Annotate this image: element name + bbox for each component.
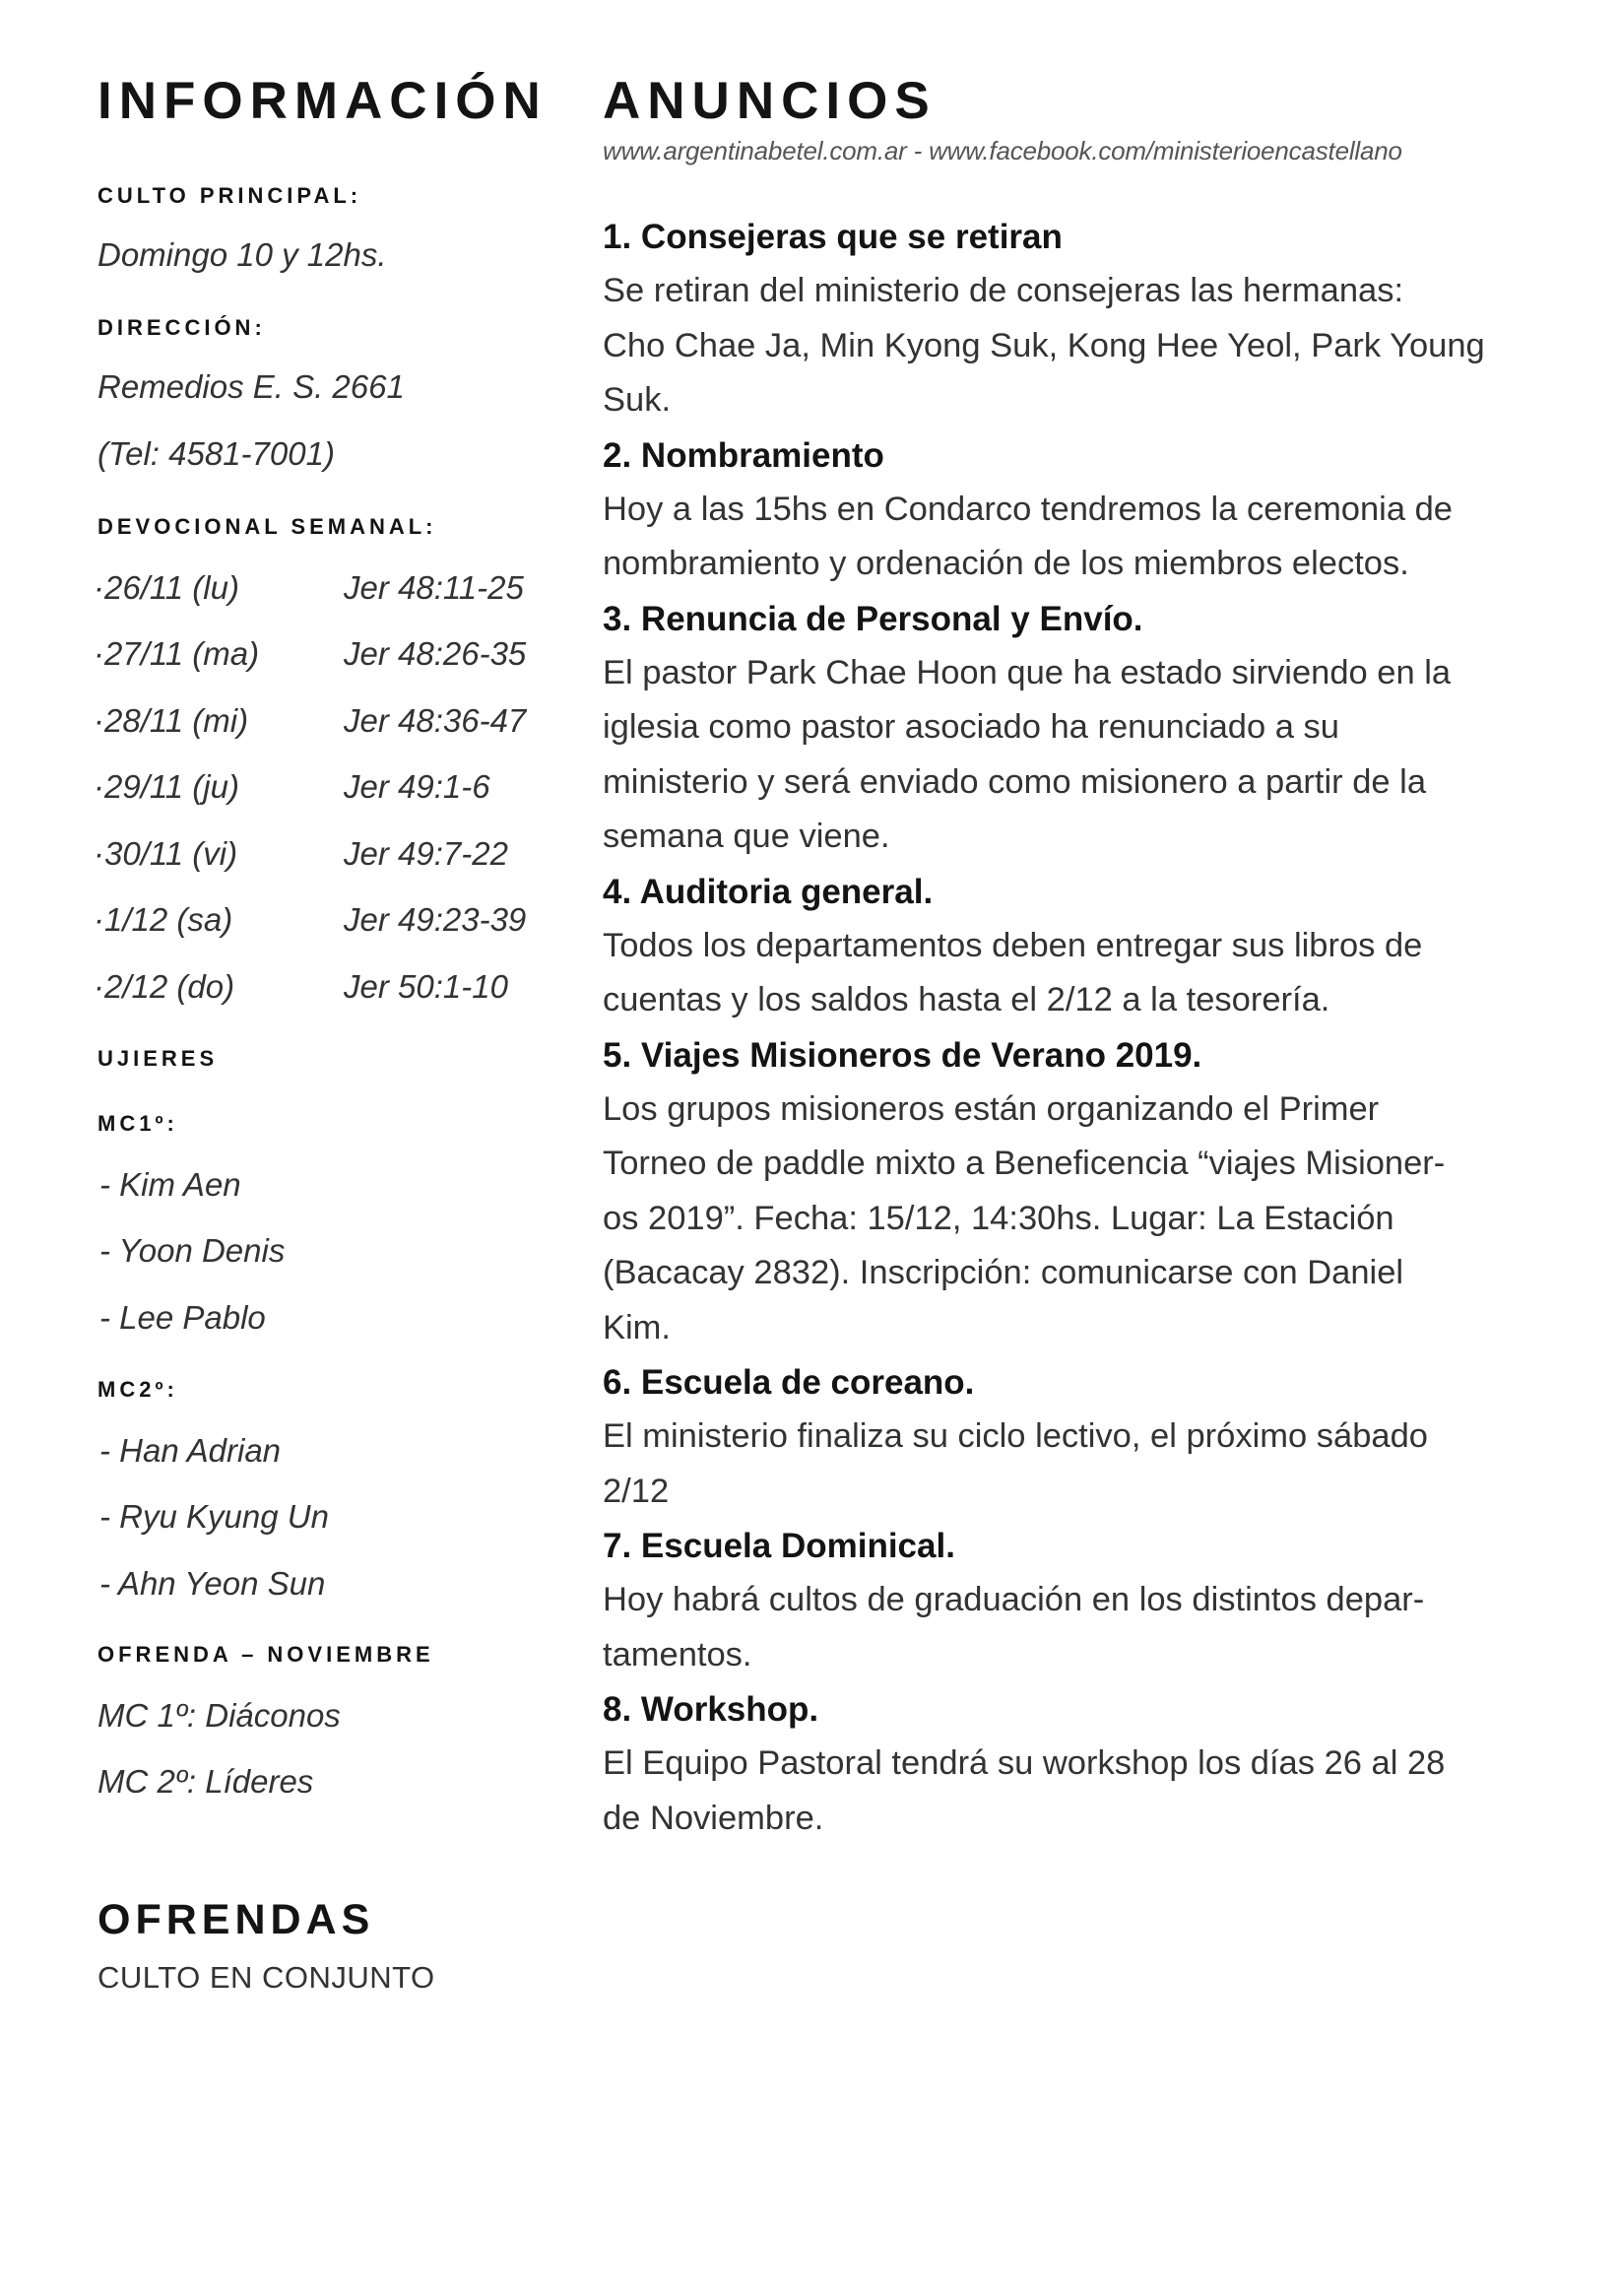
devocional-date: ·29/11 (ju) — [94, 768, 239, 805]
announcement-item — [603, 428, 1548, 592]
announcement-line: iglesia como pastor asociado ha renunciado a su — [603, 708, 1339, 746]
devocional-ref: Jer 49:23-39 — [344, 901, 527, 938]
announcement-item — [603, 210, 1548, 428]
ofrendas-subtitle: CULTO EN CONJUNTO — [97, 1960, 435, 1995]
announcement-title: 8. Workshop. — [603, 1690, 819, 1729]
announcement-line: Hoy habrá cultos de graduación en los distintos depar- — [603, 1581, 1425, 1618]
culto-label: CULTO PRINCIPAL: — [97, 183, 362, 208]
mc2-label: MC2º: — [97, 1377, 178, 1402]
devocional-row — [94, 901, 570, 947]
announcement-line: os 2019”. Fecha: 15/12, 14:30hs. Lugar: La Estación — [603, 1199, 1394, 1237]
announcement-title: 5. Viajes Misioneros de Verano 2019. — [603, 1035, 1202, 1075]
direccion-label: DIRECCIÓN: — [97, 315, 266, 340]
announcement-title: 6. Escuela de coreano. — [603, 1363, 975, 1402]
mc1-member: - Lee Pablo — [99, 1299, 266, 1336]
telefono: (Tel: 4581-7001) — [97, 435, 335, 472]
announcement-item — [603, 1682, 1548, 1846]
announcement-list — [603, 210, 1548, 1846]
ofrenda-item: MC 1º: Diáconos — [97, 1697, 341, 1734]
devocional-row — [94, 968, 570, 1014]
announcement-line: Hoy a las 15hs en Condarco tendremos la ceremonia de — [603, 490, 1453, 528]
devocional-ref: Jer 49:7-22 — [344, 835, 508, 872]
announcement-line: El pastor Park Chae Hoon que ha estado sirviendo en la — [603, 653, 1452, 691]
announcement-line: 2/12 — [603, 1472, 670, 1510]
announcement-title: 1. Consejeras que se retiran — [603, 218, 1063, 256]
mc1-label: MC1º: — [97, 1111, 178, 1136]
announcement-line: semana que viene. — [603, 818, 890, 855]
announcement-line: cuentas y los saldos hasta el 2/12 a la tesorería. — [603, 981, 1330, 1018]
announcement-line: Torneo de paddle mixto a Beneficencia “viajes Misioner- — [603, 1145, 1446, 1182]
ofrenda-label: OFRENDA – NOVIEMBRE — [97, 1642, 434, 1667]
announcement-item — [603, 1355, 1548, 1519]
website-links: www.argentinabetel.com.ar - www.facebook.com/ministerioencastellano — [603, 136, 1402, 165]
devocional-row — [94, 635, 570, 681]
announcement-item — [603, 592, 1548, 865]
announcement-line: ministerio y será enviado como misionero a partir de la — [603, 762, 1427, 801]
announcement-item — [603, 1519, 1548, 1682]
announcement-line: Suk. — [603, 381, 672, 419]
devocional-date: ·26/11 (lu) — [94, 569, 239, 606]
announcement-line: El Equipo Pastoral tendrá su workshop los días 26 al 28 — [603, 1744, 1446, 1782]
ujieres-label: UJIERES — [97, 1046, 219, 1071]
announcement-title: 2. Nombramiento — [603, 435, 884, 475]
devocional-date: ·1/12 (sa) — [94, 901, 233, 938]
devocional-label: DEVOCIONAL SEMANAL: — [97, 514, 437, 539]
devocional-ref: Jer 48:11-25 — [344, 569, 524, 606]
devocional-row — [94, 569, 570, 615]
devocional-ref: Jer 50:1-10 — [344, 968, 508, 1005]
announcement-line: Se retiran del ministerio de consejeras las hermanas: — [603, 272, 1404, 309]
devocional-ref: Jer 48:36-47 — [344, 702, 527, 739]
devocional-ref: Jer 48:26-35 — [344, 635, 527, 672]
ofrendas-heading: OFRENDAS — [97, 1896, 375, 1943]
announcement-line: Kim. — [603, 1308, 671, 1346]
devocional-date: ·28/11 (mi) — [94, 702, 249, 739]
mc1-member: - Kim Aen — [99, 1166, 241, 1203]
announcement-line: tamentos. — [603, 1635, 752, 1673]
culto-value: Domingo 10 y 12hs. — [97, 236, 387, 273]
mc2-member: - Han Adrian — [99, 1432, 282, 1469]
announcement-line: Todos los departamentos deben entregar sus libros de — [603, 926, 1423, 964]
announcement-line: (Bacacay 2832). Inscripción: comunicarse con Daniel — [603, 1254, 1404, 1291]
direccion-value: Remedios E. S. 2661 — [97, 368, 405, 405]
devocional-date: ·27/11 (ma) — [94, 635, 260, 672]
anuncios-heading: ANUNCIOS — [603, 72, 937, 130]
announcement-item — [603, 865, 1548, 1028]
devocional-row — [94, 768, 570, 814]
devocional-date: ·2/12 (do) — [94, 968, 235, 1005]
announcement-title: 4. Auditoria general. — [603, 872, 934, 911]
mc2-member: - Ahn Yeon Sun — [99, 1565, 326, 1602]
devocional-row — [94, 835, 570, 881]
announcement-line: Los grupos misioneros están organizando el Primer — [603, 1089, 1380, 1128]
mc1-member: - Yoon Denis — [99, 1232, 286, 1269]
announcement-line: Cho Chae Ja, Min Kyong Suk, Kong Hee Yeol, Park Young — [603, 326, 1485, 364]
info-heading: INFORMACIÓN — [97, 72, 548, 130]
announcement-line: de Noviembre. — [603, 1799, 824, 1837]
announcement-title: 3. Renuncia de Personal y Envío. — [603, 599, 1143, 638]
devocional-row — [94, 702, 570, 748]
devocional-ref: Jer 49:1-6 — [344, 768, 490, 805]
announcement-title: 7. Escuela Dominical. — [603, 1527, 955, 1565]
announcement-line: El ministerio finaliza su ciclo lectivo, el próximo sábado — [603, 1417, 1428, 1455]
devocional-date: ·30/11 (vi) — [94, 835, 238, 872]
announcement-line: nombramiento y ordenación de los miembros electos. — [603, 545, 1409, 582]
mc2-member: - Ryu Kyung Un — [99, 1498, 329, 1535]
announcement-item — [603, 1028, 1548, 1356]
ofrenda-item: MC 2º: Líderes — [97, 1763, 314, 1800]
